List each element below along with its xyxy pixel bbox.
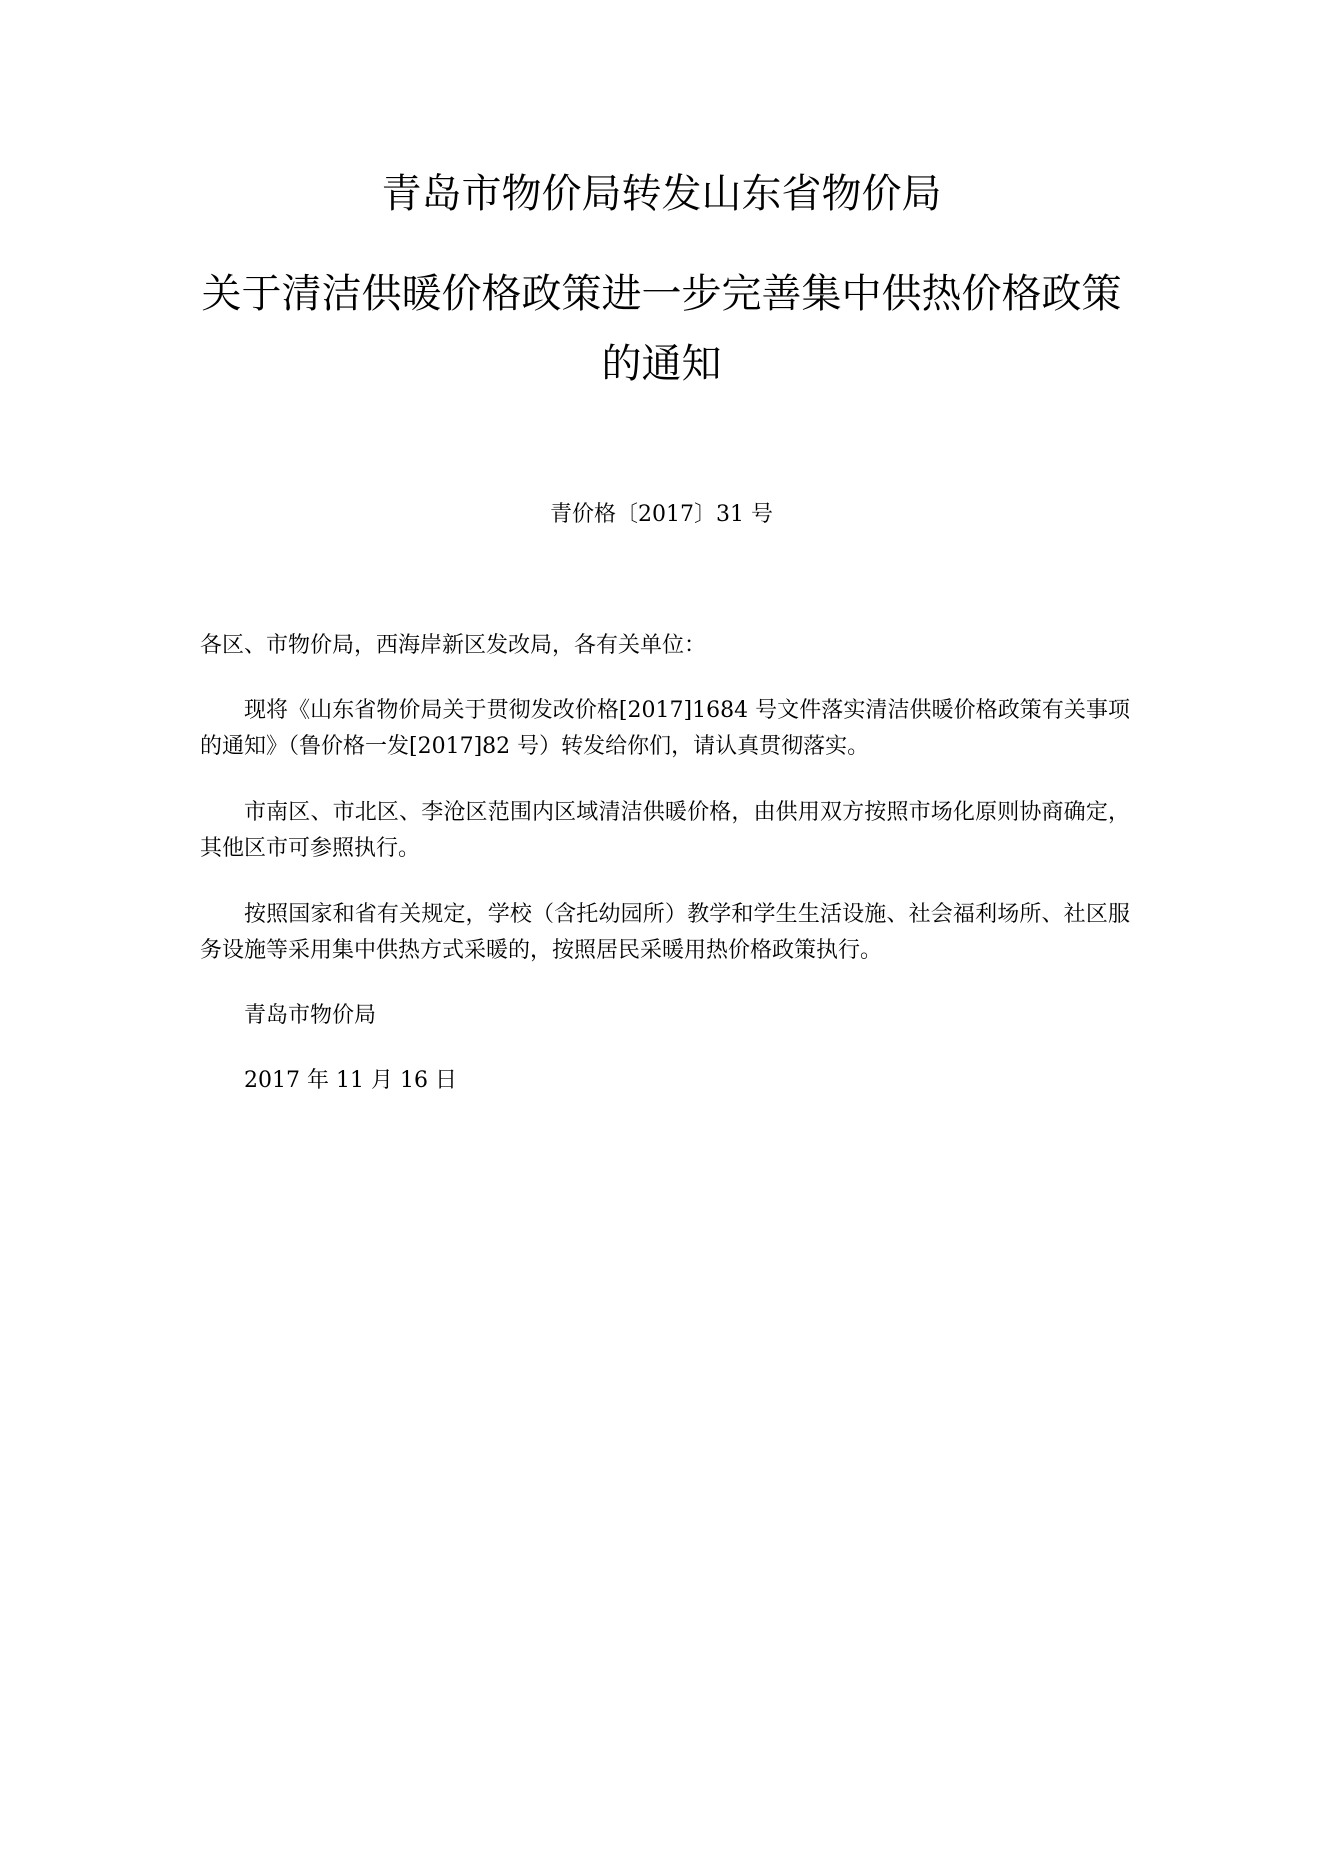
document-title-line-2: 关于清洁供暖价格政策进一步完善集中供热价格政策 bbox=[201, 271, 1122, 317]
document-title-line-3: 的通知 bbox=[601, 341, 722, 387]
paragraph-1: 现将《山东省物价局关于贯彻发改价格[2017]1684 号文件落实清洁供暖价格政策有关事项的通知》（鲁价格一发[2017]82 号）转发给你们，请认真贯彻落实。 bbox=[200, 698, 1130, 759]
document-title-line-1: 青岛市物价局转发山东省物价局 bbox=[381, 171, 942, 217]
salutation: 各区、市物价局，西海岸新区发改局，各有关单位： bbox=[200, 633, 707, 658]
paragraph-2: 市南区、市北区、李沧区范围内区域清洁供暖价格，由供用双方按照市场化原则协商确定，其他区市可参照执行。 bbox=[200, 800, 1130, 861]
signature-organization: 青岛市物价局 bbox=[244, 1003, 377, 1028]
signature-date: 2017 年 11 月 16 日 bbox=[244, 1068, 457, 1093]
paragraph-3: 按照国家和省有关规定，学校（含托幼园所）教学和学生生活设施、社会福利场所、社区服务设施等采用集中供热方式采暖的，按照居民采暖用热价格政策执行。 bbox=[200, 902, 1130, 963]
document-number: 青价格〔2017〕31 号 bbox=[550, 502, 773, 527]
